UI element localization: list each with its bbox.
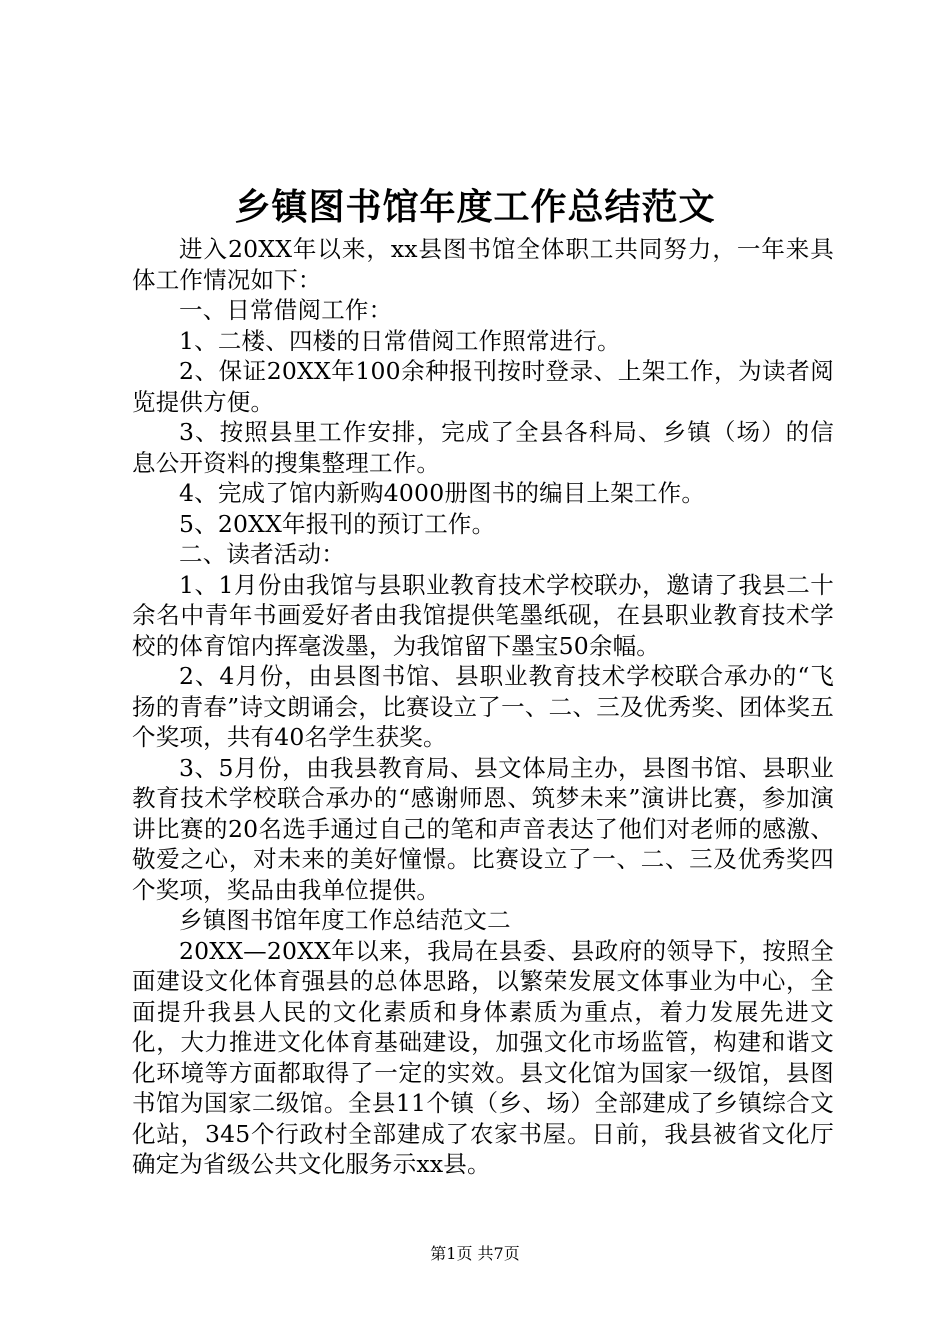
document-body bbox=[132, 234, 834, 1180]
page-footer: 第1页 共7页 bbox=[430, 1244, 520, 1263]
paragraph: 1、1月份由我馆与县职业教育技术学校联办，邀请了我县二十余名中青年书画爱好者由我馆提供笔墨纸砚，在县职业教育技术学校的体育馆内挥毫泼墨，为我馆留下墨宝50余幅。 bbox=[132, 570, 834, 660]
section-heading: 二、读者活动： bbox=[179, 540, 345, 568]
document-title: 乡镇图书馆年度工作总结范文 bbox=[234, 186, 716, 228]
paragraph: 3、按照县里工作安排，完成了全县各科局、乡镇（场）的信息公开资料的搜集整理工作。 bbox=[132, 418, 834, 477]
subtitle: 乡镇图书馆年度工作总结范文二 bbox=[179, 906, 511, 934]
section-heading: 一、日常借阅工作： bbox=[179, 296, 393, 324]
paragraph: 5、20XX年报刊的预订工作。 bbox=[179, 509, 496, 538]
paragraph: 进入20XX年以来，xx县图书馆全体职工共同努力，一年来具体工作情况如下： bbox=[132, 235, 834, 294]
paragraph: 20XX—20XX年以来，我局在县委、县政府的领导下，按照全面建设文化体育强县的总体思路，以繁荣发展文体事业为中心，全面提升我县人民的文化素质和身体素质为重点，着力发展先进文化，大力推进文化体育基础建设，加强文化市场监管，构建和谐文化环境等方面都取得了一定的实效。县文化馆为国家一级馆，县图书馆为国家二级馆。全县11个镇（乡、场）全部建成了乡镇综合文化站，345个行政村全部建成了农家书屋。日前，我县被省文化厅确定为省级公共文化服务示xx县。 bbox=[132, 936, 834, 1178]
paragraph: 3、5月份，由我县教育局、县文体局主办，县图书馆、县职业教育技术学校联合承办的“感谢师恩、筑梦未来”演讲比赛，参加演讲比赛的20名选手通过自己的笔和声音表达了他们对老师的感激、敬爱之心，对未来的美好憧憬。比赛设立了一、二、三及优秀奖四个奖项，奖品由我单位提供。 bbox=[132, 753, 834, 904]
paragraph: 2、保证20XX年100余种报刊按时登录、上架工作，为读者阅览提供方便。 bbox=[132, 357, 834, 416]
paragraph: 4、完成了馆内新购4000册图书的编目上架工作。 bbox=[179, 479, 706, 507]
paragraph: 2、4月份，由县图书馆、县职业教育技术学校联合承办的“飞扬的青春”诗文朗诵会，比赛设立了一、二、三及优秀奖、团体奖五个奖项，共有40名学生获奖。 bbox=[132, 662, 834, 751]
paragraph: 1、二楼、四楼的日常借阅工作照常进行。 bbox=[179, 326, 621, 355]
